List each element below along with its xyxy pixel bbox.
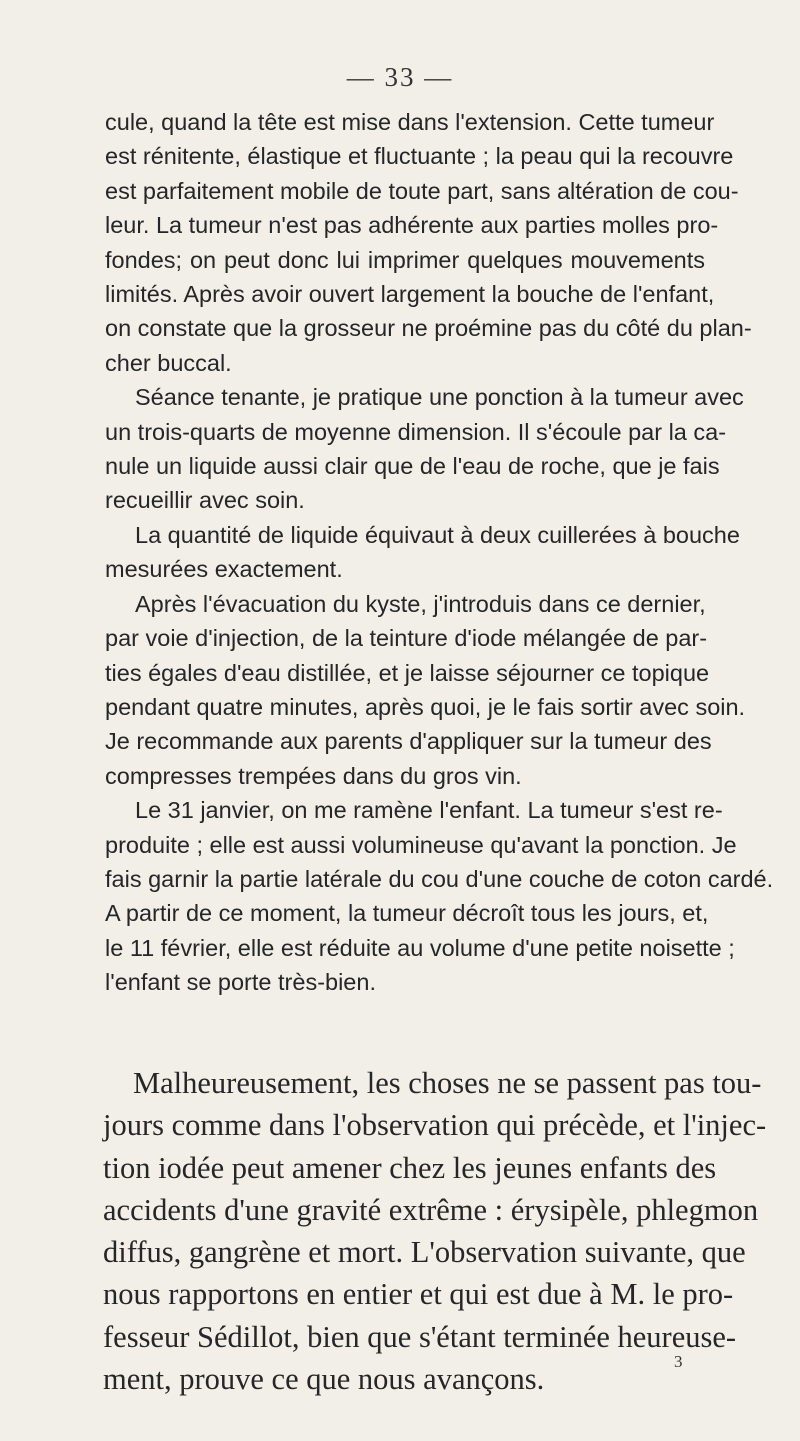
- commentary-text: [103, 1062, 767, 1400]
- text-line: fesseur Sédillot, bien que s'étant terminée heureuse-: [103, 1319, 737, 1354]
- text-line: Je recommande aux parents d'appliquer sur la tumeur des: [105, 728, 712, 755]
- text-line: recueillir avec soin.: [105, 487, 305, 514]
- text-line: pendant quatre minutes, après quoi, je le fais sortir avec soin.: [105, 693, 746, 720]
- text-line: A partir de ce moment, la tumeur décroît tous les jours, et,: [105, 900, 709, 927]
- text-line: fais garnir la partie latérale du cou d'une couche de coton cardé.: [105, 865, 774, 892]
- observation-text: [105, 105, 774, 1000]
- text-line: produite ; elle est aussi volumineuse qu'avant la ponction. Je: [105, 831, 737, 858]
- text-line: ties égales d'eau distillée, et je laisse séjourner ce topique: [105, 659, 710, 686]
- text-line: le 11 février, elle est réduite au volume d'une petite noisette ;: [105, 934, 735, 961]
- text-line: Le 31 janvier, on me ramène l'enfant. La tumeur s'est re-: [135, 797, 723, 824]
- text-line: ment, prouve ce que nous avançons.: [103, 1362, 545, 1397]
- text-line: un trois-quarts de moyenne dimension. Il s'écoule par la ca-: [105, 418, 727, 445]
- signature-mark: 3: [674, 1352, 683, 1371]
- text-line: cher buccal.: [105, 349, 232, 376]
- text-line: leur. La tumeur n'est pas adhérente aux parties molles pro-: [105, 212, 719, 239]
- text-line: on constate que la grosseur ne proémine pas du côté du plan-: [105, 315, 752, 342]
- text-line: Malheureusement, les choses ne se passent pas tou-: [133, 1066, 762, 1100]
- text-line: limités. Après avoir ouvert largement la bouche de l'enfant,: [105, 281, 715, 308]
- text-line: nous rapportons en entier et qui est due à M. le pro-: [103, 1277, 734, 1312]
- text-line: jours comme dans l'observation qui précède, et l'injec-: [103, 1108, 767, 1143]
- text-line: nule un liquide aussi clair que de l'eau de roche, que je fais: [105, 453, 720, 480]
- text-line: mesurées exactement.: [105, 556, 343, 583]
- text-line: fondes; on peut donc lui imprimer quelques mouvements: [105, 246, 705, 273]
- text-line: est parfaitement mobile de toute part, sans altération de cou-: [105, 177, 739, 204]
- text-line: cule, quand la tête est mise dans l'extension. Cette tumeur: [105, 109, 715, 135]
- text-line: l'enfant se porte très-bien.: [105, 969, 376, 996]
- text-line: Séance tenante, je pratique une ponction à la tumeur avec: [135, 384, 744, 411]
- text-line: est rénitente, élastique et fluctuante ; la peau qui la recouvre: [105, 143, 734, 170]
- page-number: — 33 —: [346, 62, 454, 92]
- text-line: tion iodée peut amener chez les jeunes enfants des: [103, 1150, 717, 1185]
- text-line: compresses trempées dans du gros vin.: [105, 762, 522, 789]
- text-line: diffus, gangrène et mort. L'observation suivante, que: [103, 1235, 746, 1270]
- text-line: Après l'évacuation du kyste, j'introduis dans ce dernier,: [135, 590, 706, 617]
- text-line: accidents d'une gravité extrême : érysipèle, phlegmon: [103, 1192, 759, 1227]
- text-line: La quantité de liquide équivaut à deux cuillerées à bouche: [135, 521, 740, 548]
- text-line: par voie d'injection, de la teinture d'iode mélangée de par-: [105, 625, 708, 652]
